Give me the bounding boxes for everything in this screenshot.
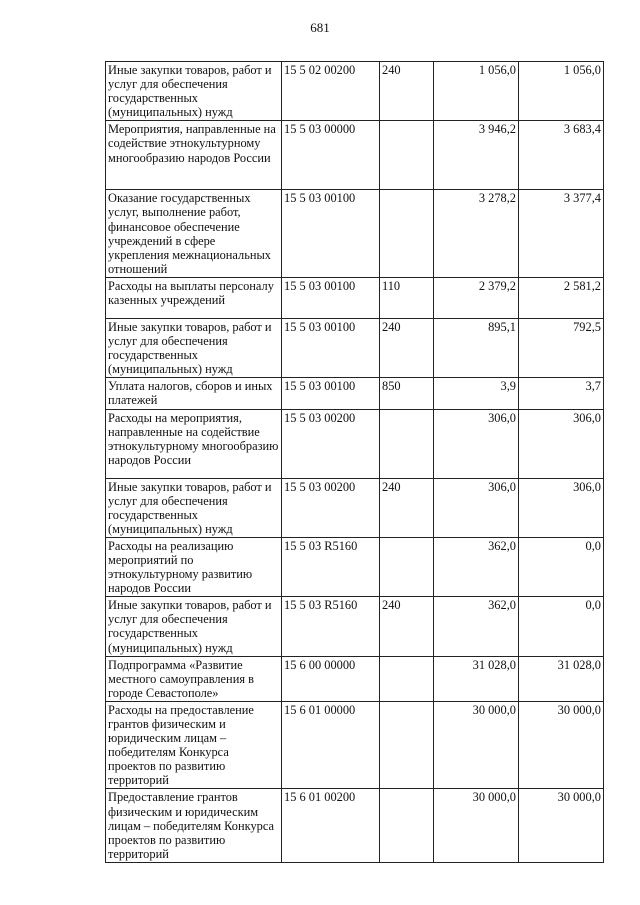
target-article-code-cell: 15 6 01 00000 bbox=[282, 701, 380, 789]
expense-type-cell bbox=[380, 409, 434, 478]
expense-type-cell: 850 bbox=[380, 378, 434, 409]
target-article-code-cell: 15 5 03 00100 bbox=[282, 190, 380, 278]
expense-type-cell: 240 bbox=[380, 318, 434, 377]
target-article-code-cell: 15 5 02 00200 bbox=[282, 62, 380, 121]
amount-year-1-cell: 31 028,0 bbox=[434, 656, 519, 701]
expense-name-cell: Уплата налогов, сборов и иных платежей bbox=[106, 378, 282, 409]
table-row bbox=[106, 789, 604, 863]
expense-type-cell bbox=[380, 121, 434, 190]
table-row bbox=[106, 409, 604, 478]
expense-type-cell: 240 bbox=[380, 62, 434, 121]
expense-name-cell: Иные закупки товаров, работ и услуг для обеспечения государственных (муниципальных) нужд bbox=[106, 62, 282, 121]
target-article-code-cell: 15 6 01 00200 bbox=[282, 789, 380, 863]
amount-year-1-cell: 3,9 bbox=[434, 378, 519, 409]
target-article-code-cell: 15 5 03 00100 bbox=[282, 277, 380, 318]
expense-name-cell: Иные закупки товаров, работ и услуг для обеспечения государственных (муниципальных) нужд bbox=[106, 478, 282, 537]
amount-year-1-cell: 2 379,2 bbox=[434, 277, 519, 318]
amount-year-1-cell: 895,1 bbox=[434, 318, 519, 377]
amount-year-1-cell: 306,0 bbox=[434, 409, 519, 478]
amount-year-2-cell: 30 000,0 bbox=[519, 789, 604, 863]
expense-type-cell bbox=[380, 537, 434, 596]
expense-type-cell bbox=[380, 190, 434, 278]
expense-name-cell: Расходы на мероприятия, направленные на содействие этнокультурному многообразию народов России bbox=[106, 409, 282, 478]
table-row bbox=[106, 277, 604, 318]
table-row bbox=[106, 62, 604, 121]
amount-year-1-cell: 362,0 bbox=[434, 597, 519, 656]
amount-year-2-cell: 31 028,0 bbox=[519, 656, 604, 701]
table-row bbox=[106, 121, 604, 190]
page-number: 681 bbox=[310, 20, 330, 35]
table-row bbox=[106, 190, 604, 278]
amount-year-2-cell: 3,7 bbox=[519, 378, 604, 409]
target-article-code-cell: 15 5 03 R5160 bbox=[282, 537, 380, 596]
amount-year-1-cell: 306,0 bbox=[434, 478, 519, 537]
target-article-code-cell: 15 5 03 R5160 bbox=[282, 597, 380, 656]
amount-year-1-cell: 1 056,0 bbox=[434, 62, 519, 121]
amount-year-2-cell: 30 000,0 bbox=[519, 701, 604, 789]
amount-year-2-cell: 306,0 bbox=[519, 478, 604, 537]
expense-name-cell: Иные закупки товаров, работ и услуг для обеспечения государственных (муниципальных) нужд bbox=[106, 318, 282, 377]
amount-year-2-cell: 3 683,4 bbox=[519, 121, 604, 190]
table-row bbox=[106, 318, 604, 377]
expense-name-cell: Расходы на выплаты персоналу казенных учреждений bbox=[106, 277, 282, 318]
target-article-code-cell: 15 6 00 00000 bbox=[282, 656, 380, 701]
table-row bbox=[106, 537, 604, 596]
expense-type-cell: 110 bbox=[380, 277, 434, 318]
target-article-code-cell: 15 5 03 00000 bbox=[282, 121, 380, 190]
amount-year-2-cell: 2 581,2 bbox=[519, 277, 604, 318]
amount-year-2-cell: 792,5 bbox=[519, 318, 604, 377]
target-article-code-cell: 15 5 03 00200 bbox=[282, 478, 380, 537]
expense-name-cell: Расходы на реализацию мероприятий по этнокультурному развитию народов России bbox=[106, 537, 282, 596]
expense-type-cell bbox=[380, 656, 434, 701]
table-row bbox=[106, 701, 604, 789]
amount-year-1-cell: 30 000,0 bbox=[434, 701, 519, 789]
budget-table bbox=[105, 61, 604, 863]
amount-year-1-cell: 30 000,0 bbox=[434, 789, 519, 863]
target-article-code-cell: 15 5 03 00200 bbox=[282, 409, 380, 478]
expense-type-cell bbox=[380, 701, 434, 789]
expense-type-cell: 240 bbox=[380, 597, 434, 656]
amount-year-1-cell: 3 946,2 bbox=[434, 121, 519, 190]
amount-year-1-cell: 362,0 bbox=[434, 537, 519, 596]
expense-name-cell: Подпрограмма «Развитие местного самоуправления в городе Севастополе» bbox=[106, 656, 282, 701]
amount-year-2-cell: 0,0 bbox=[519, 537, 604, 596]
expense-name-cell: Расходы на предоставление грантов физическим и юридическим лицам – победителям Конкурса проектов по развитию территорий bbox=[106, 701, 282, 789]
amount-year-2-cell: 306,0 bbox=[519, 409, 604, 478]
budget-table-body bbox=[106, 62, 604, 863]
expense-name-cell: Иные закупки товаров, работ и услуг для обеспечения государственных (муниципальных) нужд bbox=[106, 597, 282, 656]
expense-type-cell bbox=[380, 789, 434, 863]
amount-year-1-cell: 3 278,2 bbox=[434, 190, 519, 278]
table-row bbox=[106, 378, 604, 409]
expense-name-cell: Оказание государственных услуг, выполнение работ, финансовое обеспечение учреждений в сфере укрепления межнациональных отношений bbox=[106, 190, 282, 278]
target-article-code-cell: 15 5 03 00100 bbox=[282, 318, 380, 377]
expense-type-cell: 240 bbox=[380, 478, 434, 537]
amount-year-2-cell: 0,0 bbox=[519, 597, 604, 656]
amount-year-2-cell: 3 377,4 bbox=[519, 190, 604, 278]
target-article-code-cell: 15 5 03 00100 bbox=[282, 378, 380, 409]
expense-name-cell: Предоставление грантов физическим и юридическим лицам – победителям Конкурса проектов по развитию территорий bbox=[106, 789, 282, 863]
table-row bbox=[106, 478, 604, 537]
amount-year-2-cell: 1 056,0 bbox=[519, 62, 604, 121]
table-row bbox=[106, 656, 604, 701]
table-row bbox=[106, 597, 604, 656]
expense-name-cell: Мероприятия, направленные на содействие этнокультурному многообразию народов России bbox=[106, 121, 282, 190]
